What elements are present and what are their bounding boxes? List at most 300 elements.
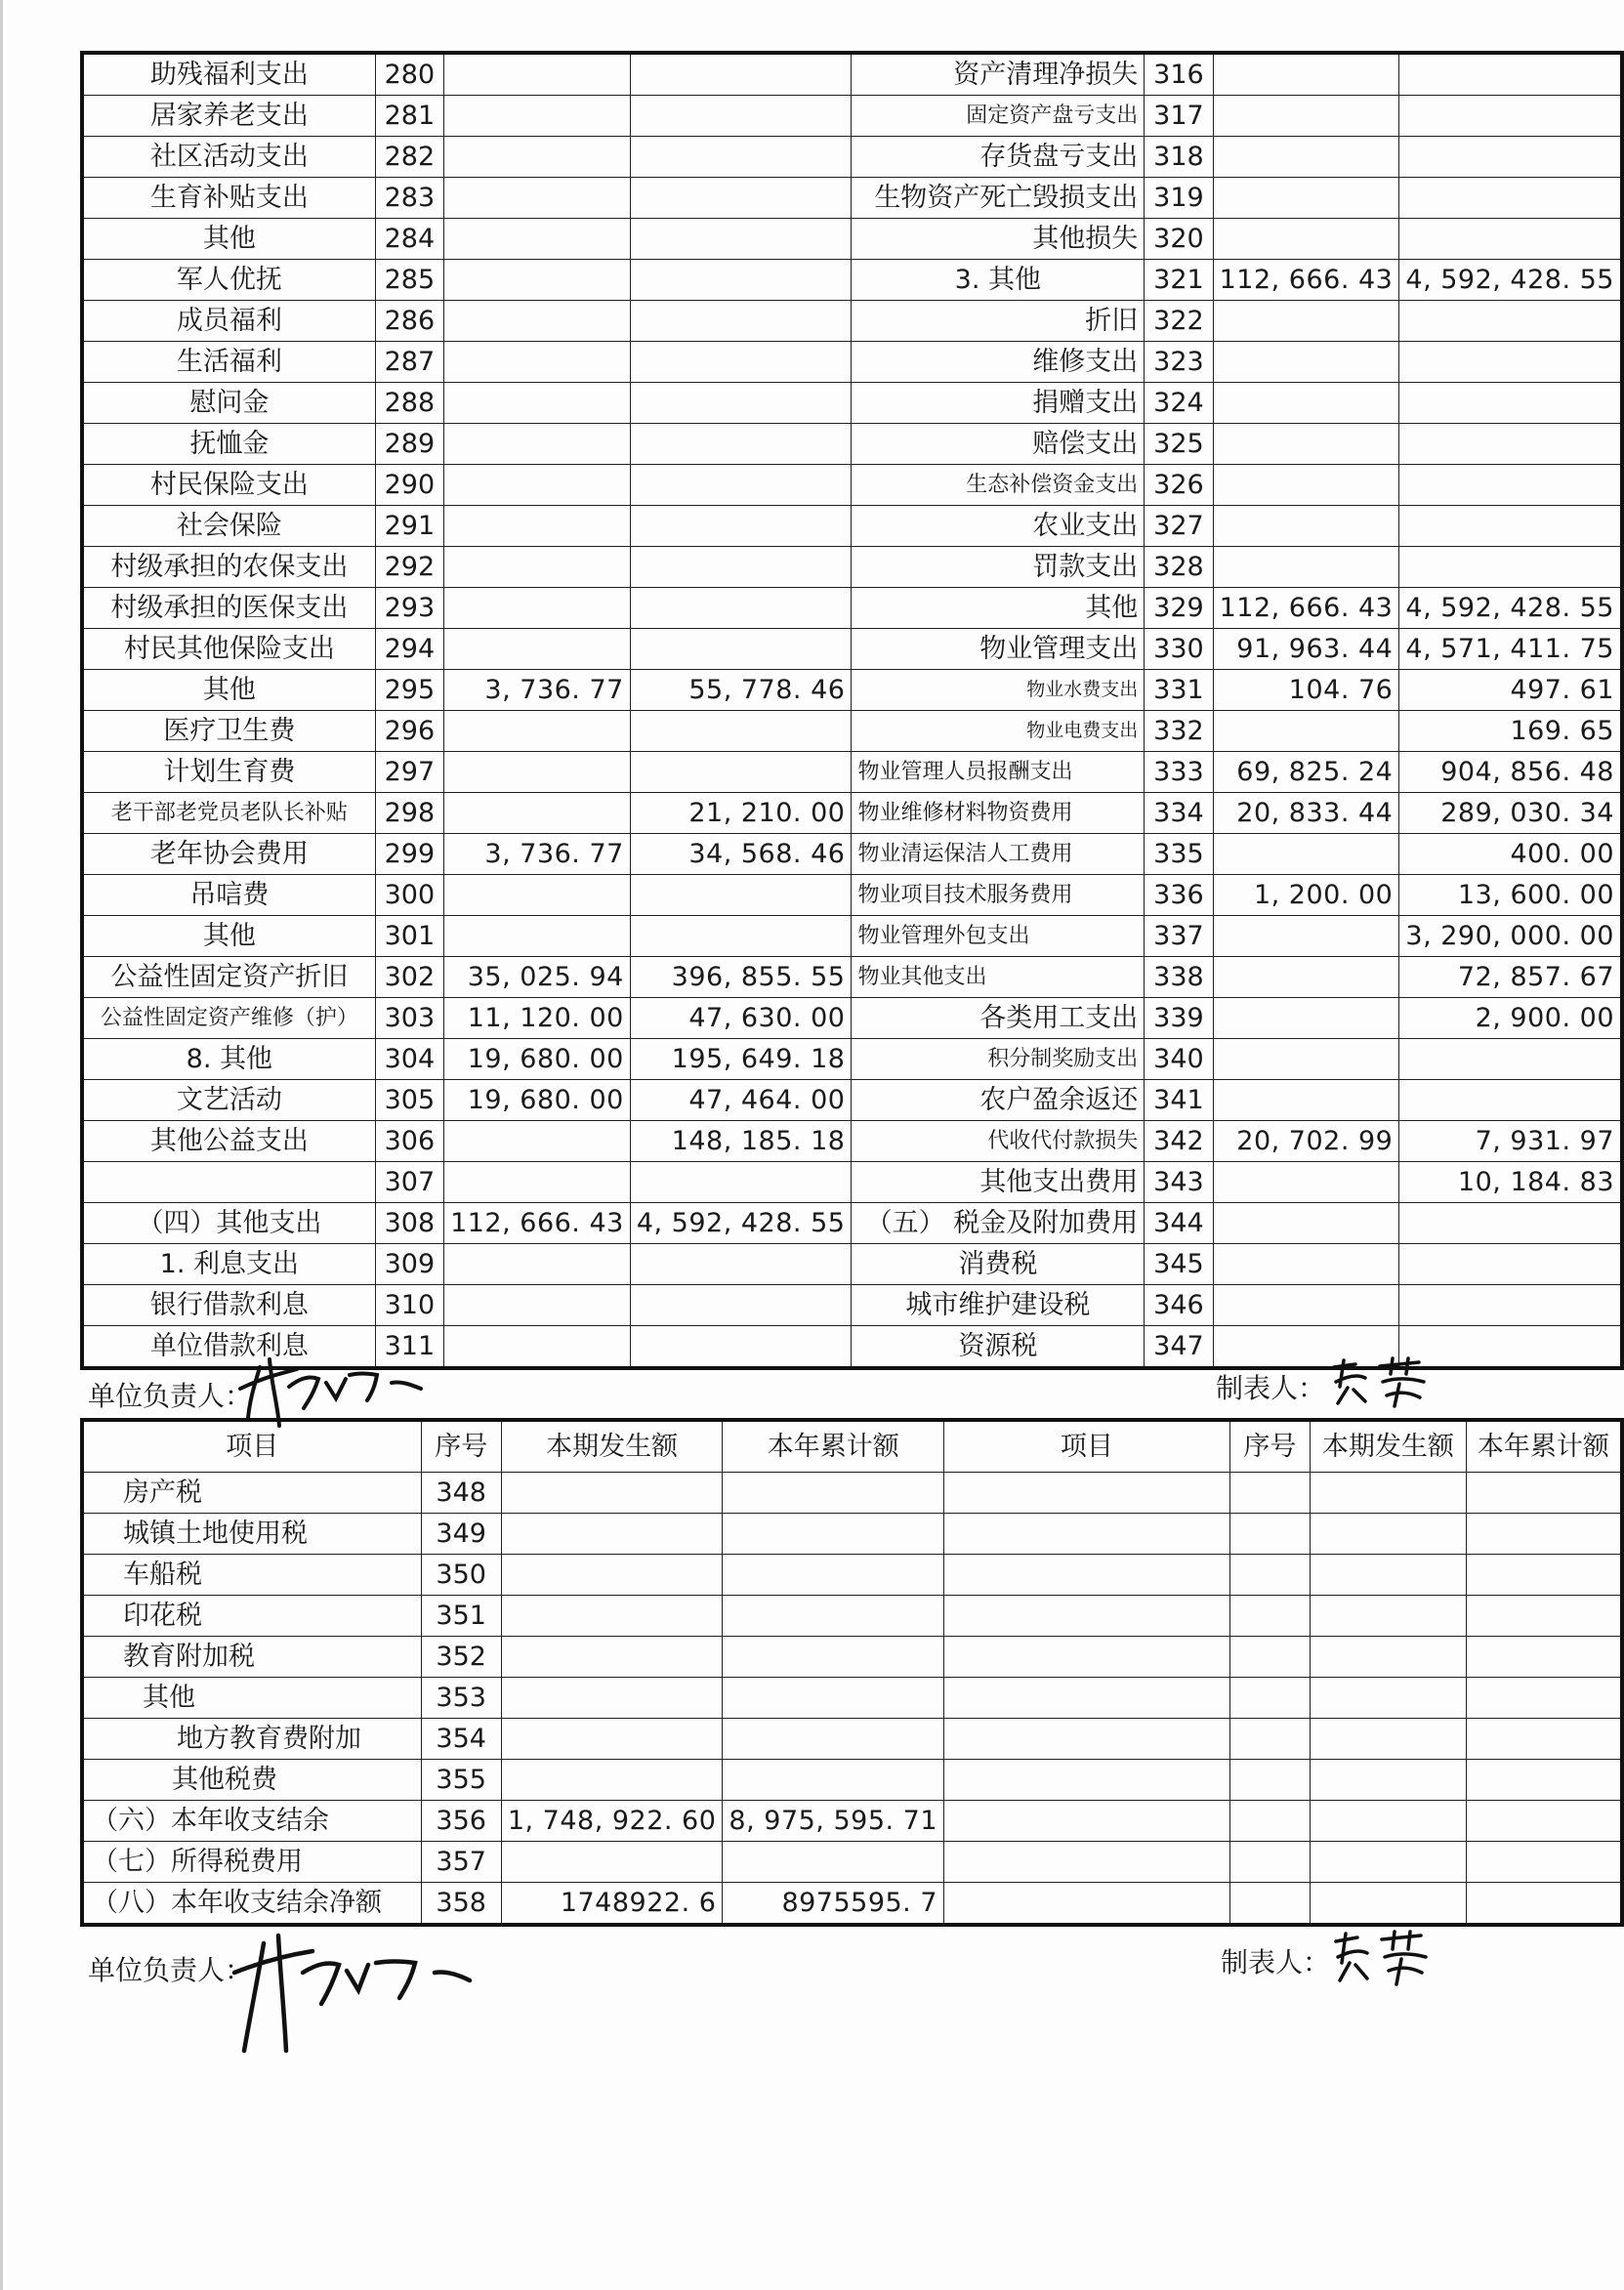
right-item: 罚款支出	[852, 547, 1145, 588]
unit-head-signature-2	[220, 1914, 513, 2061]
right-seq: 338	[1145, 957, 1213, 998]
table-row	[82, 1285, 1622, 1326]
table-row	[82, 1800, 1622, 1841]
left-seq: 280	[375, 53, 443, 96]
left-current	[501, 1841, 723, 1882]
left-ytd: 21, 210. 00	[630, 793, 852, 834]
left-item: 抚恤金	[82, 424, 375, 465]
right-seq: 343	[1145, 1162, 1213, 1203]
table-row	[82, 1162, 1622, 1203]
table-row	[82, 670, 1622, 711]
left-ytd	[723, 1513, 944, 1554]
table-row	[82, 1244, 1622, 1285]
empty-cell	[944, 1636, 1230, 1677]
left-ytd	[723, 1718, 944, 1759]
left-item: 文艺活动	[82, 1080, 375, 1121]
empty-cell	[1311, 1472, 1467, 1513]
left-item: 老干部老党员老队长补贴	[82, 793, 375, 834]
right-item: 物业电费支出	[852, 711, 1145, 752]
unit-head-signature	[221, 1340, 455, 1428]
empty-cell	[1466, 1759, 1622, 1800]
right-item: 物业管理外包支出	[852, 916, 1145, 957]
left-seq: 350	[421, 1554, 501, 1595]
left-seq: 281	[375, 96, 443, 137]
left-item: 村级承担的医保支出	[82, 588, 375, 629]
left-current	[444, 96, 631, 137]
right-seq: 345	[1145, 1244, 1213, 1285]
empty-cell	[944, 1800, 1230, 1841]
empty-cell	[1229, 1677, 1310, 1718]
unit-head-label: 单位负责人：	[88, 1380, 253, 1412]
left-ytd	[630, 96, 852, 137]
table-row	[82, 1595, 1622, 1636]
left-current	[444, 137, 631, 178]
empty-cell	[1229, 1595, 1310, 1636]
left-seq: 303	[375, 998, 443, 1039]
right-item: 折旧	[852, 301, 1145, 342]
left-item: （七）所得税费用	[82, 1841, 421, 1882]
empty-cell	[1466, 1841, 1622, 1882]
left-ytd	[723, 1636, 944, 1677]
left-item: 村级承担的农保支出	[82, 547, 375, 588]
right-item: 维修支出	[852, 342, 1145, 383]
right-ytd: 3, 290, 000. 00	[1399, 916, 1622, 957]
table-header-row	[82, 1420, 1622, 1472]
left-item: 其他	[82, 670, 375, 711]
right-ytd	[1399, 1039, 1622, 1080]
right-ytd	[1399, 53, 1622, 96]
left-current	[444, 424, 631, 465]
right-current	[1213, 1080, 1399, 1121]
left-item: 单位借款利息	[82, 1326, 375, 1369]
left-seq: 299	[375, 834, 443, 875]
right-ytd: 497. 61	[1399, 670, 1622, 711]
left-ytd	[630, 53, 852, 96]
right-seq: 318	[1145, 137, 1213, 178]
left-current	[501, 1554, 723, 1595]
left-ytd: 55, 778. 46	[630, 670, 852, 711]
table-row	[82, 506, 1622, 547]
table-row	[82, 1759, 1622, 1800]
empty-cell	[1466, 1554, 1622, 1595]
empty-cell	[1311, 1800, 1467, 1841]
left-seq: 301	[375, 916, 443, 957]
left-item: 银行借款利息	[82, 1285, 375, 1326]
right-ytd	[1399, 178, 1622, 219]
left-item: 村民保险支出	[82, 465, 375, 506]
header-ytd: 本年累计额	[723, 1420, 944, 1472]
header-item-right: 项目	[944, 1420, 1230, 1472]
left-seq: 311	[375, 1326, 443, 1369]
left-item: 城镇土地使用税	[82, 1513, 421, 1554]
left-seq: 309	[375, 1244, 443, 1285]
left-ytd: 148, 185. 18	[630, 1121, 852, 1162]
table-row	[82, 793, 1622, 834]
right-seq: 322	[1145, 301, 1213, 342]
left-seq: 284	[375, 219, 443, 260]
left-current	[501, 1636, 723, 1677]
left-current	[444, 547, 631, 588]
right-ytd: 400. 00	[1399, 834, 1622, 875]
left-seq: 356	[421, 1800, 501, 1841]
empty-cell	[944, 1759, 1230, 1800]
right-current: 20, 833. 44	[1213, 793, 1399, 834]
left-current	[444, 465, 631, 506]
right-current: 104. 76	[1213, 670, 1399, 711]
right-seq: 333	[1145, 752, 1213, 793]
table-row	[82, 383, 1622, 424]
left-current: 1, 748, 922. 60	[501, 1800, 723, 1841]
left-seq: 289	[375, 424, 443, 465]
left-seq: 283	[375, 178, 443, 219]
right-ytd: 904, 856. 48	[1399, 752, 1622, 793]
left-item	[82, 1162, 375, 1203]
left-ytd: 34, 568. 46	[630, 834, 852, 875]
left-ytd	[723, 1759, 944, 1800]
left-item: （八）本年收支结余净额	[82, 1882, 421, 1925]
right-ytd	[1399, 219, 1622, 260]
left-item: 村民其他保险支出	[82, 629, 375, 670]
right-ytd	[1399, 1203, 1622, 1244]
left-seq: 307	[375, 1162, 443, 1203]
left-current	[444, 178, 631, 219]
preparer-signature	[1326, 1353, 1434, 1411]
left-seq: 286	[375, 301, 443, 342]
left-seq: 288	[375, 383, 443, 424]
left-seq: 296	[375, 711, 443, 752]
left-ytd	[630, 547, 852, 588]
empty-cell	[1229, 1554, 1310, 1595]
left-item: 公益性固定资产折旧	[82, 957, 375, 998]
right-ytd	[1399, 1285, 1622, 1326]
left-seq: 308	[375, 1203, 443, 1244]
left-seq: 352	[421, 1636, 501, 1677]
right-ytd: 7, 931. 97	[1399, 1121, 1622, 1162]
empty-cell	[1311, 1554, 1467, 1595]
table-row	[82, 1039, 1622, 1080]
empty-cell	[1466, 1472, 1622, 1513]
right-ytd: 289, 030. 34	[1399, 793, 1622, 834]
right-item: 捐赠支出	[852, 383, 1145, 424]
left-seq: 305	[375, 1080, 443, 1121]
left-ytd	[630, 752, 852, 793]
right-ytd: 4, 592, 428. 55	[1399, 588, 1622, 629]
empty-cell	[1229, 1841, 1310, 1882]
right-current	[1213, 506, 1399, 547]
left-item: 印花税	[82, 1595, 421, 1636]
left-ytd	[630, 383, 852, 424]
empty-cell	[944, 1882, 1230, 1925]
left-ytd	[723, 1677, 944, 1718]
empty-cell	[1311, 1759, 1467, 1800]
table-row	[82, 219, 1622, 260]
left-seq: 295	[375, 670, 443, 711]
empty-cell	[944, 1718, 1230, 1759]
left-current: 1748922. 6	[501, 1882, 723, 1925]
right-seq: 321	[1145, 260, 1213, 301]
empty-cell	[1466, 1513, 1622, 1554]
right-current: 112, 666. 43	[1213, 588, 1399, 629]
left-seq: 349	[421, 1513, 501, 1554]
right-ytd: 4, 571, 411. 75	[1399, 629, 1622, 670]
right-seq: 344	[1145, 1203, 1213, 1244]
empty-cell	[1229, 1718, 1310, 1759]
left-current	[444, 875, 631, 916]
table-row	[82, 137, 1622, 178]
table-row	[82, 1080, 1622, 1121]
left-current: 19, 680. 00	[444, 1080, 631, 1121]
right-seq: 340	[1145, 1039, 1213, 1080]
right-item: （五） 税金及附加费用	[852, 1203, 1145, 1244]
table-row	[82, 1203, 1622, 1244]
left-ytd	[630, 137, 852, 178]
left-seq: 290	[375, 465, 443, 506]
right-ytd: 13, 600. 00	[1399, 875, 1622, 916]
left-seq: 351	[421, 1595, 501, 1636]
empty-cell	[1311, 1718, 1467, 1759]
expense-table-lower	[80, 1418, 1624, 1927]
right-ytd	[1399, 1244, 1622, 1285]
right-current: 91, 963. 44	[1213, 629, 1399, 670]
left-ytd	[630, 588, 852, 629]
left-seq: 285	[375, 260, 443, 301]
right-ytd: 2, 900. 00	[1399, 998, 1622, 1039]
empty-cell	[1229, 1513, 1310, 1554]
left-item: 车船税	[82, 1554, 421, 1595]
left-ytd	[630, 260, 852, 301]
right-item: 城市维护建设税	[852, 1285, 1145, 1326]
left-current	[444, 260, 631, 301]
right-seq: 332	[1145, 711, 1213, 752]
table-row	[82, 1841, 1622, 1882]
left-ytd	[630, 219, 852, 260]
right-seq: 346	[1145, 1285, 1213, 1326]
left-current	[501, 1472, 723, 1513]
empty-cell	[1466, 1800, 1622, 1841]
left-item: 居家养老支出	[82, 96, 375, 137]
right-seq: 323	[1145, 342, 1213, 383]
left-current: 112, 666. 43	[444, 1203, 631, 1244]
empty-cell	[1311, 1636, 1467, 1677]
left-ytd	[630, 629, 852, 670]
left-item: 助残福利支出	[82, 53, 375, 96]
table-row	[82, 629, 1622, 670]
right-current	[1213, 137, 1399, 178]
right-current	[1213, 178, 1399, 219]
left-current: 3, 736. 77	[444, 834, 631, 875]
right-ytd: 72, 857. 67	[1399, 957, 1622, 998]
table-row	[82, 1472, 1622, 1513]
right-seq: 324	[1145, 383, 1213, 424]
left-current: 35, 025. 94	[444, 957, 631, 998]
left-current: 3, 736. 77	[444, 670, 631, 711]
left-ytd: 195, 649. 18	[630, 1039, 852, 1080]
expense-table-upper	[80, 51, 1624, 1370]
unit-head-label-2: 单位负责人：	[88, 1954, 253, 1986]
left-current	[501, 1759, 723, 1800]
left-current	[444, 53, 631, 96]
left-item: 地方教育费附加	[82, 1718, 421, 1759]
right-current	[1213, 916, 1399, 957]
empty-cell	[1466, 1636, 1622, 1677]
left-current	[444, 219, 631, 260]
right-current	[1213, 1039, 1399, 1080]
empty-cell	[1311, 1513, 1467, 1554]
table-row	[82, 547, 1622, 588]
empty-cell	[1229, 1882, 1310, 1925]
empty-cell	[1466, 1595, 1622, 1636]
left-item: 社区活动支出	[82, 137, 375, 178]
left-ytd	[630, 1162, 852, 1203]
left-seq: 306	[375, 1121, 443, 1162]
left-current	[444, 752, 631, 793]
left-current	[444, 1121, 631, 1162]
left-current	[444, 588, 631, 629]
left-item: （六）本年收支结余	[82, 1800, 421, 1841]
right-current	[1213, 834, 1399, 875]
right-ytd	[1399, 383, 1622, 424]
left-ytd	[630, 178, 852, 219]
left-ytd	[630, 711, 852, 752]
right-item: 物业水费支出	[852, 670, 1145, 711]
right-item: 农业支出	[852, 506, 1145, 547]
right-item: 资产清理净损失	[852, 53, 1145, 96]
left-current: 11, 120. 00	[444, 998, 631, 1039]
table-row	[82, 752, 1622, 793]
table-row	[82, 53, 1622, 96]
table-row	[82, 998, 1622, 1039]
left-current	[444, 1285, 631, 1326]
left-seq: 300	[375, 875, 443, 916]
left-ytd	[723, 1595, 944, 1636]
left-item: 社会保险	[82, 506, 375, 547]
right-item: 生物资产死亡毁损支出	[852, 178, 1145, 219]
right-item: 农户盈余返还	[852, 1080, 1145, 1121]
right-current	[1213, 711, 1399, 752]
right-item: 存货盘亏支出	[852, 137, 1145, 178]
header-item: 项目	[82, 1420, 421, 1472]
left-current	[444, 506, 631, 547]
left-item: 其他公益支出	[82, 1121, 375, 1162]
table-row	[82, 342, 1622, 383]
right-seq: 329	[1145, 588, 1213, 629]
right-ytd	[1399, 424, 1622, 465]
left-item: （四）其他支出	[82, 1203, 375, 1244]
left-current: 19, 680. 00	[444, 1039, 631, 1080]
left-item: 房产税	[82, 1472, 421, 1513]
left-item: 1. 利息支出	[82, 1244, 375, 1285]
left-item: 其他	[82, 916, 375, 957]
table-row	[82, 260, 1622, 301]
left-ytd	[723, 1841, 944, 1882]
right-ytd	[1399, 137, 1622, 178]
right-ytd	[1399, 301, 1622, 342]
right-item: 积分制奖励支出	[852, 1039, 1145, 1080]
right-current	[1213, 53, 1399, 96]
left-ytd	[630, 1285, 852, 1326]
empty-cell	[1229, 1472, 1310, 1513]
right-current	[1213, 1244, 1399, 1285]
left-item: 公益性固定资产维修（护）	[82, 998, 375, 1039]
header-current-right: 本期发生额	[1311, 1420, 1467, 1472]
right-current	[1213, 1162, 1399, 1203]
left-item: 其他	[82, 1677, 421, 1718]
empty-cell	[944, 1554, 1230, 1595]
left-item: 吊唁费	[82, 875, 375, 916]
right-current	[1213, 383, 1399, 424]
left-seq: 298	[375, 793, 443, 834]
table-row	[82, 178, 1622, 219]
empty-cell	[944, 1595, 1230, 1636]
right-ytd	[1399, 342, 1622, 383]
left-current	[444, 629, 631, 670]
right-ytd	[1399, 465, 1622, 506]
left-seq: 354	[421, 1718, 501, 1759]
header-seq: 序号	[421, 1420, 501, 1472]
left-ytd	[630, 465, 852, 506]
right-current: 20, 702. 99	[1213, 1121, 1399, 1162]
preparer-label: 制表人：	[1216, 1372, 1326, 1404]
empty-cell	[1466, 1718, 1622, 1759]
left-current	[444, 342, 631, 383]
left-seq: 282	[375, 137, 443, 178]
right-item: 各类用工支出	[852, 998, 1145, 1039]
empty-cell	[944, 1472, 1230, 1513]
table-row	[82, 301, 1622, 342]
table-row	[82, 1636, 1622, 1677]
right-current: 112, 666. 43	[1213, 260, 1399, 301]
left-current	[501, 1677, 723, 1718]
left-current	[501, 1513, 723, 1554]
right-current: 69, 825. 24	[1213, 752, 1399, 793]
left-seq: 294	[375, 629, 443, 670]
left-seq: 304	[375, 1039, 443, 1080]
table-row	[82, 711, 1622, 752]
left-seq: 302	[375, 957, 443, 998]
right-item: 物业项目技术服务费用	[852, 875, 1145, 916]
right-item: 赔偿支出	[852, 424, 1145, 465]
empty-cell	[944, 1677, 1230, 1718]
empty-cell	[1311, 1882, 1467, 1925]
left-seq: 310	[375, 1285, 443, 1326]
right-seq: 331	[1145, 670, 1213, 711]
right-current	[1213, 342, 1399, 383]
left-ytd: 8, 975, 595. 71	[723, 1800, 944, 1841]
right-current	[1213, 1285, 1399, 1326]
right-seq: 335	[1145, 834, 1213, 875]
table-row	[82, 1513, 1622, 1554]
right-ytd	[1399, 547, 1622, 588]
table-row	[82, 96, 1622, 137]
right-seq: 317	[1145, 96, 1213, 137]
table-row	[82, 957, 1622, 998]
right-seq: 342	[1145, 1121, 1213, 1162]
left-current	[444, 793, 631, 834]
left-item: 成员福利	[82, 301, 375, 342]
left-item: 8. 其他	[82, 1039, 375, 1080]
left-ytd	[630, 506, 852, 547]
empty-cell	[944, 1841, 1230, 1882]
right-seq: 328	[1145, 547, 1213, 588]
left-current	[444, 301, 631, 342]
empty-cell	[1229, 1800, 1310, 1841]
empty-cell	[944, 1513, 1230, 1554]
right-seq: 330	[1145, 629, 1213, 670]
left-item: 军人优抚	[82, 260, 375, 301]
left-ytd	[630, 1244, 852, 1285]
right-item: 代收代付款损失	[852, 1121, 1145, 1162]
right-item: 物业维修材料物资费用	[852, 793, 1145, 834]
